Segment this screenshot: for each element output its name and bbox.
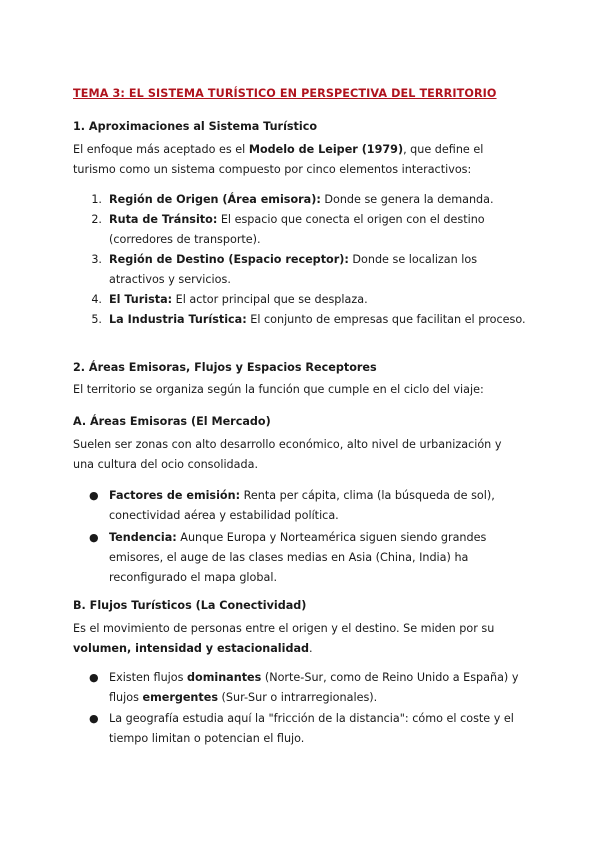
subsection-b-text: Es el movimiento de personas entre el origen y el destino. Se miden por su volumen, intensidad y estacionalidad.: [73, 622, 495, 655]
section-2-intro: El territorio se organiza según la función que cumple en el ciclo del viaje:: [73, 383, 484, 396]
list-item: ● Factores de emisión: Renta per cápita, clima (la búsqueda de sol), conectividad aérea y estabilidad política.: [109, 486, 519, 526]
list-item: ● Existen flujos dominantes (Norte-Sur, como de Reino Unido a España) y flujos emergentes (Sur-Sur o intrarregionales).: [109, 668, 527, 708]
list-item: 2. Ruta de Tránsito: El espacio que conecta el origen con el destino (corredores de transporte).: [91, 213, 485, 246]
list-item: 5. La Industria Turística: El conjunto de empresas que facilitan el proceso.: [91, 313, 526, 326]
flows-list: [89, 668, 527, 749]
page-title: TEMA 3: EL SISTEMA TURÍSTICO EN PERSPECTIVA DEL TERRITORIO: [73, 87, 497, 100]
subsection-b-heading: B. Flujos Turísticos (La Conectividad): [73, 599, 307, 612]
list-item: 3. Región de Destino (Espacio receptor): Donde se localizan los atractivos y servicios.: [91, 253, 478, 286]
leiper-elements-list: [91, 190, 534, 330]
emission-factors-list: [89, 486, 519, 588]
section-1-intro: El enfoque más aceptado es el Modelo de Leiper (1979), que define el turismo como un sistema compuesto por cinco elementos interactivos:: [73, 143, 484, 176]
bullet-icon: ●: [89, 531, 99, 544]
subsection-a-text: Suelen ser zonas con alto desarrollo económico, alto nivel de urbanización y una cultura del ocio consolidada.: [73, 438, 502, 471]
section-2-heading: 2. Áreas Emisoras, Flujos y Espacios Receptores: [73, 361, 377, 374]
list-item: 1. Región de Origen (Área emisora): Donde se genera la demanda.: [91, 193, 494, 206]
list-item: ● Tendencia: Aunque Europa y Norteamérica siguen siendo grandes emisores, el auge de las clases medias en Asia (China, India) ha reconfigurado el mapa global.: [109, 528, 519, 588]
list-item: 4. El Turista: El actor principal que se desplaza.: [91, 293, 368, 306]
bullet-icon: ●: [89, 712, 99, 725]
list-item: ● La geografía estudia aquí la "fricción de la distancia": cómo el coste y el tiempo limitan o potencian el flujo.: [109, 709, 527, 749]
bullet-icon: ●: [89, 671, 99, 684]
leiper-model-term: Modelo de Leiper (1979): [248, 143, 404, 156]
section-1-heading: 1. Aproximaciones al Sistema Turístico: [73, 120, 318, 133]
bullet-icon: ●: [89, 489, 99, 502]
subsection-a-heading: A. Áreas Emisoras (El Mercado): [73, 415, 271, 428]
